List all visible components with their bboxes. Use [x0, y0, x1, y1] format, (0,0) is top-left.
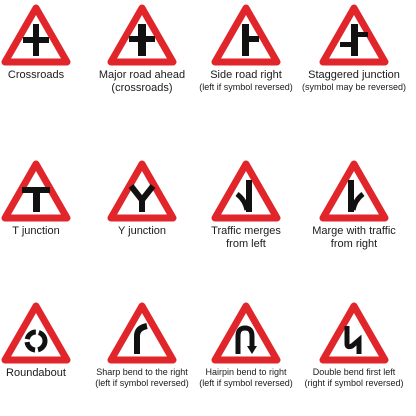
sign-t-junction	[0, 160, 84, 238]
merge-right-icon	[319, 160, 389, 222]
caption: Crossroads	[7, 69, 65, 81]
sign-crossroads	[0, 4, 84, 82]
roundabout-icon	[1, 302, 71, 364]
sign-traffic-merges-left	[198, 160, 294, 251]
sign-double-bend-left	[306, 302, 402, 389]
caption: Sharp bend to the right (left if symbol reversed)	[95, 367, 189, 388]
caption: Hairpin bend to right (left if symbol reversed)	[199, 367, 293, 388]
caption: T junction	[12, 225, 60, 237]
sign-major-road-ahead	[94, 4, 190, 95]
sign-hairpin-bend-right	[198, 302, 294, 389]
caption: Staggered junction (symbol may be reversed)	[301, 69, 407, 92]
caption: Traffic merges from left	[211, 225, 281, 250]
t-junction-icon	[1, 160, 71, 222]
sign-side-road-right	[198, 4, 294, 93]
sign-staggered-junction	[301, 4, 407, 93]
major-road-ahead-icon	[107, 4, 177, 66]
caption: Y junction	[117, 225, 167, 237]
caption: Marge with traffic from right	[312, 225, 396, 250]
staggered-junction-icon	[319, 4, 389, 66]
sign-y-junction	[94, 160, 190, 238]
caption: Side road right (left if symbol reversed)	[199, 69, 293, 92]
caption: Double bend first left (right if symbol reversed)	[304, 367, 404, 388]
side-road-right-icon	[211, 4, 281, 66]
sharp-bend-right-icon	[107, 302, 177, 364]
sign-merge-with-traffic-right	[306, 160, 402, 251]
merge-left-icon	[211, 160, 281, 222]
caption: Major road ahead (crossroads)	[98, 69, 186, 94]
y-junction-icon	[107, 160, 177, 222]
crossroads-icon	[1, 4, 71, 66]
hairpin-bend-right-icon	[211, 302, 281, 364]
caption: Roundabout	[6, 367, 66, 379]
sign-sharp-bend-right	[94, 302, 190, 389]
sign-roundabout	[0, 302, 84, 380]
double-bend-left-icon	[319, 302, 389, 364]
